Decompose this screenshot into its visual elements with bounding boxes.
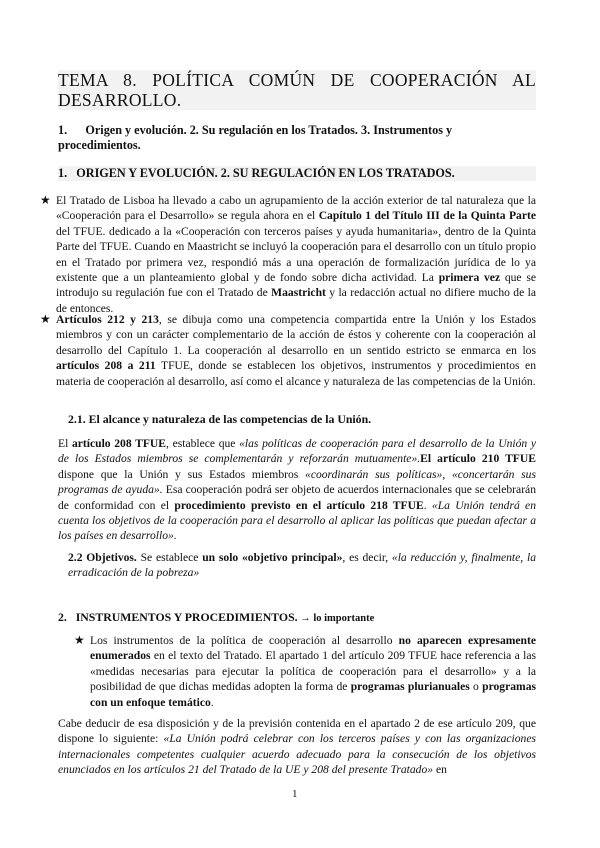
text-span: y la redacción actual no difiere mucho de la de entonces. — [56, 286, 537, 315]
bold-span: 2.2 Objetivos. — [68, 551, 137, 564]
bold-span: Capítulo 1 del Título III de la Quinta Parte — [318, 209, 536, 223]
bold-span: programas plurianuales — [350, 680, 470, 694]
bullet-paragraph-1 — [40, 193, 536, 316]
italic-span: «La Unión podrá celebrar con los terceros países y con las organizaciones internacionales competentes cualquier acuerdo adecuado para la consecución de los objetivos enunciados en los artículos 21 del Tratado de la UE y 208 del presente Tratado» — [58, 732, 536, 777]
bullet-paragraph-3 — [74, 633, 536, 710]
bold-span: Artículos 212 y 213 — [56, 313, 159, 326]
section-2-heading — [58, 610, 536, 626]
bold-span: programas con un enfoque temático — [90, 680, 537, 709]
text-span: dispone que la Unión y sus Estados miembros — [58, 467, 306, 481]
bold-span: primera vez — [438, 271, 501, 285]
italic-span: «La Unión tendrá en cuenta los objetivos de la cooperación para el desarrollo al aplicar las políticas que puedan afectar a los países en desarrollo». — [58, 498, 536, 543]
star-bullet-icon: ★ — [40, 193, 51, 207]
intro-summary: 1. Origen y evolución. 2. Su regulación en los Tratados. 3. Instrumentos y procedimientos. — [58, 123, 453, 152]
text-span: Se establece — [136, 551, 203, 564]
star-bullet-icon: ★ — [74, 633, 85, 647]
paragraph-final — [58, 716, 536, 778]
text-span: El — [58, 437, 72, 450]
text-span: Esa cooperación podrá ser objeto de acuerdos internacionales que se celebrarán de conformidad con el — [58, 483, 536, 512]
text-span: o — [469, 680, 483, 694]
bold-span: no aparecen expresamente enumerados — [90, 634, 536, 663]
paragraph-2-1 — [58, 436, 536, 544]
text-span: Cabe deducir de esa disposición y de la previsión contenida en el apartado 2 de ese artículo 209, que dispone lo siguiente: — [58, 717, 536, 746]
text-span: TFUE, donde se establecen los objetivos, instrumentos y procedimientos en materia de cooperación al desarrollo, así como el alcance y naturaleza de las competencias de la Unión. — [56, 359, 536, 388]
subsection-2-1-heading: 2.1. El alcance y naturaleza de las competencias de la Unión. — [68, 412, 372, 426]
italic-span: «la reducción y, finalmente, la erradicación de la pobreza» — [68, 551, 536, 580]
bold-span: Maastricht — [271, 286, 326, 300]
paragraph-2-2 — [68, 550, 536, 581]
bold-span: procedimiento previsto en el artículo 218 TFUE — [174, 498, 424, 512]
italic-span: «coordinarán sus políticas», «concertarán sus programas de ayuda». — [58, 467, 536, 497]
text-span: en el texto del Tratado. El apartado 1 del artículo 209 TFUE hace referencia a las «medidas necesarias para ejecutar la política de cooperación para el desarrollo» y a la posibilidad de que dichas medidas adopten la forma de — [90, 649, 536, 694]
text-span: , establece que — [166, 437, 240, 450]
title-line-1: TEMA 8. POLÍTICA COMÚN DE COOPERACIÓN AL — [58, 70, 536, 90]
bullet-3-text — [90, 633, 536, 710]
page-title — [58, 70, 536, 110]
bold-span: artículos 208 a 211 — [56, 359, 156, 373]
bullet-2-text — [56, 312, 536, 389]
bold-span: artículo 208 TFUE — [71, 437, 167, 450]
bold-span: un solo «objetivo principal» — [202, 551, 343, 564]
text-span: . — [210, 695, 214, 709]
text-span: que se introdujo su regulación fue con el Tratado de — [56, 271, 536, 300]
page-number: 1 — [292, 788, 298, 800]
bold-span: El artículo 210 TFUE — [420, 452, 536, 466]
italic-span: «las políticas de cooperación para el desarrollo de la Unión y de los Estados miembros se complementarán y reforzarán mutuamente». — [58, 437, 536, 466]
section-1-heading: 1. ORIGEN Y EVOLUCIÓN. 2. SU REGULACIÓN EN LOS TRATADOS. — [58, 166, 536, 181]
text-span: . — [423, 498, 432, 512]
text-span: , se dibuja como una competencia compartida entre la Unión y los Estados miembros y con un carácter complementario de la acción de éstos y coherente con la cooperación al desarrollo del Capítulo 1. La cooperación al desarrollo en un sentido estricto se enmarca en los — [56, 313, 536, 357]
arrow-note: → lo importante — [297, 613, 375, 624]
text-span: El Tratado de Lisboa ha llevado a cabo un agrupamiento de la acción exterior de tal naturaleza que la «Cooperación para el Desarrollo» se regula ahora en el — [56, 194, 536, 223]
text-span: Los instrumentos de la política de cooperación al desarrollo — [90, 634, 399, 647]
bold-span: 2. INSTRUMENTOS Y PROCEDIMIENTOS. — [58, 610, 298, 624]
title-line-2: DESARROLLO. — [58, 90, 182, 110]
bullet-paragraph-2 — [40, 312, 536, 389]
text-span: del TFUE. dedicado a la «Cooperación con terceros países y ayuda humanitaria», dentro de la Quinta Parte del TFUE. Cuando en Maastricht se incluyó la cooperación para el desarrollo con un título propio en el Tratado por primera vez, respondió más a una operación de formalización jurídica de lo ya existente que a un planteamiento global y de fondo sobre dicha actividad. La — [56, 224, 536, 285]
star-bullet-icon: ★ — [40, 312, 51, 326]
text-span: , es decir, — [342, 551, 392, 564]
text-span: en — [433, 763, 447, 777]
bullet-1-text — [56, 193, 536, 316]
